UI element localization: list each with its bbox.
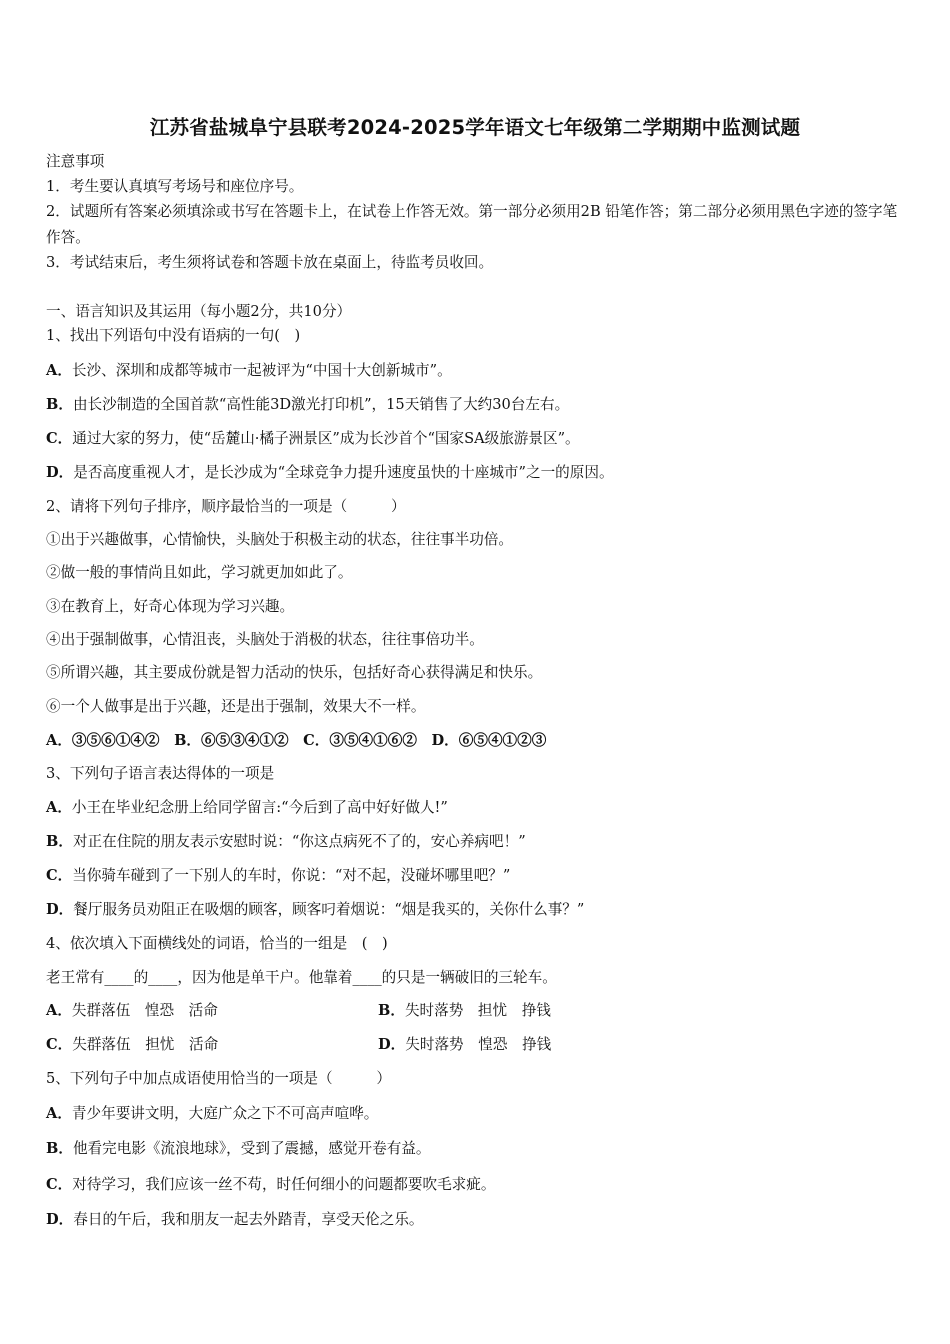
question-stem: 4、依次填入下面横线处的词语，恰当的一组是 ( ) [46,935,388,952]
sentence: ②做一般的事情尚且如此，学习就更加如此了。 [46,564,353,581]
option-label: B． [378,1002,405,1019]
section-heading: 一、语言知识及其运用（每小题2分，共10分） [46,303,352,320]
option-label: A． [46,1002,72,1019]
option-text: 对待学习，我们应该一丝不苟，时任何细小的问题都要吹毛求疵。 [72,1176,496,1193]
notice-item: 1．考生要认真填写考场号和座位序号。 [46,178,304,195]
answer-choices: A．③⑤⑥①④② B．⑥⑤③④①② C．③⑤④①⑥② D．⑥⑤④①②③ [46,732,547,749]
option-label: B． [46,1140,73,1157]
option [46,1035,218,1055]
option-text: 餐厅服务员劝阻正在吸烟的顾客，顾客叼着烟说：“烟是我买的，关你什么事？” [73,901,585,918]
page-title: 江苏省盐城阜宁县联考2024-2025学年语文七年级第二学期期中监测试题 [149,116,801,139]
option-text: 失时落势 担忧 挣钱 [404,1002,551,1019]
option [46,1001,218,1021]
sentence: ③在教育上，好奇心体现为学习兴趣。 [46,598,295,615]
option-text: 由长沙制造的全国首款“高性能3D激光打印机”，15天销售了大约30台左右。 [72,396,570,413]
question-stem: 3、下列句子语言表达得体的一项是 [46,765,275,782]
option-label: C． [46,1176,73,1193]
question-stem: 2、请将下列句子排序，顺序最恰当的一项是（ ） [46,498,406,515]
option [46,1139,430,1159]
option [46,429,580,449]
fill-in-sentence: 老王常有____的____，因为他是单干户。他靠着____的只是一辆破旧的三轮车。 [46,969,557,986]
option [378,1001,551,1021]
option [46,866,510,886]
option-label: D． [46,464,74,481]
option [378,1035,551,1055]
option [46,1104,378,1124]
option-text: 是否高度重视人才，是长沙成为“全球竞争力提升速度虽快的十座城市”之一的原因。 [73,464,614,481]
option-text: 通过大家的努力，使“岳麓山·橘子洲景区”成为长沙首个“国家SA级旅游景区”。 [72,430,580,447]
option [46,832,526,852]
option-label: B． [46,396,73,413]
option [46,900,584,920]
option-text: 青少年要讲文明，大庭广众之下不可高声喧哗。 [71,1105,379,1122]
option-label: A． [46,799,72,816]
option [46,361,452,381]
option-text: 失时落势 惶恐 挣钱 [405,1036,552,1053]
sentence: ⑤所谓兴趣，其主要成份就是智力活动的快乐，包括好奇心获得满足和快乐。 [46,664,543,681]
option [46,463,614,483]
option-text: 小王在毕业纪念册上给同学留言:“今后到了高中好好做人!” [71,799,448,816]
option [46,1210,424,1230]
sentence: ①出于兴趣做事，心情愉快，头脑处于积极主动的状态，往往事半功倍。 [46,531,514,548]
question-stem: 5、下列句子中加点成语使用恰当的一项是（ ） [46,1070,391,1087]
option-label: A． [46,1105,72,1122]
option-text: 春日的午后，我和朋友一起去外踏青，享受天伦之乐。 [73,1211,424,1228]
option [46,395,569,415]
option [46,798,448,818]
option-label: C． [46,867,73,884]
option-label: C． [46,430,73,447]
option-text: 当你骑车碰到了一下别人的车时，你说：“对不起，没碰坏哪里吧？” [72,867,511,884]
option [46,1175,495,1195]
option-label: B． [46,833,73,850]
option-label: D． [46,1211,74,1228]
notice-item: 3．考试结束后，考生须将试卷和答题卡放在桌面上，待监考员收回。 [46,254,494,271]
option-text: 他看完电影《流浪地球》，受到了震撼，感觉开卷有益。 [72,1140,431,1157]
option-label: A． [46,362,72,379]
option-label: D． [46,901,74,918]
sentence: ⑥一个人做事是出于兴趣，还是出于强制，效果大不一样。 [46,698,426,715]
notice-heading: 注意事项 [46,153,105,170]
sentence: ④出于强制做事，心情沮丧，头脑处于消极的状态，往往事倍功半。 [46,631,484,648]
option-text: 对正在住院的朋友表示安慰时说：“你这点病死不了的，安心养病吧！” [72,833,526,850]
option-text: 失群落伍 担忧 活命 [72,1036,219,1053]
question-stem: 1、找出下列语句中没有语病的一句( ) [46,327,301,344]
option-text: 失群落伍 惶恐 活命 [71,1002,218,1019]
option-text: 长沙、深圳和成都等城市一起被评为“中国十大创新城市”。 [71,362,452,379]
notice-item: 2．试题所有答案必须填涂或书写在答题卡上，在试卷上作答无效。第一部分必须用2B 铅笔作答；第二部分必须用黑色字迹的签字笔作答。 [46,203,898,246]
option-label: C． [46,1036,73,1053]
option-label: D． [378,1036,406,1053]
